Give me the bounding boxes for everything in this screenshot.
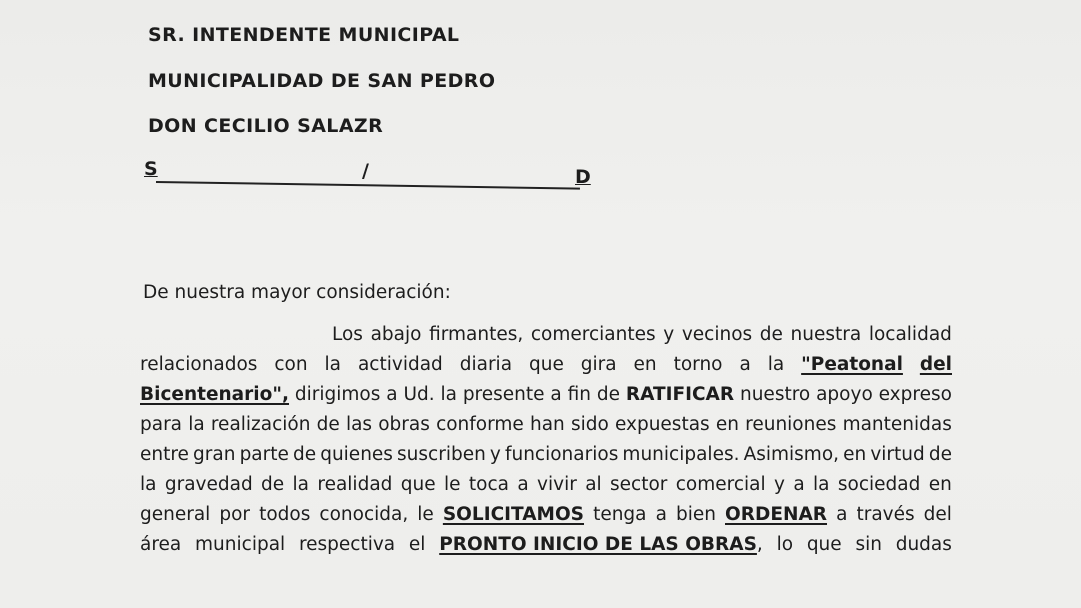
word: expuestas: [614, 414, 710, 435]
word: y: [489, 444, 501, 465]
sd-slash: /: [362, 160, 369, 182]
word: vecinos: [681, 324, 753, 345]
word: que: [806, 534, 842, 555]
word: el: [408, 534, 426, 555]
word: parte: [239, 444, 289, 465]
word: a: [386, 384, 398, 405]
word: obras: [378, 414, 430, 435]
word: en: [715, 414, 739, 435]
emphasis-peatonal: "Peatonal: [801, 354, 903, 375]
word: torno: [673, 354, 723, 375]
word: gravedad: [164, 474, 253, 495]
word: virtud: [870, 444, 925, 465]
word: lo: [776, 534, 794, 555]
word: la: [188, 414, 205, 435]
word: en: [633, 354, 657, 375]
word: gran: [193, 444, 236, 465]
word: sin: [855, 534, 882, 555]
word: al: [585, 474, 602, 495]
word: que: [528, 354, 564, 375]
word: han: [529, 414, 565, 435]
body-line: [140, 470, 952, 500]
word: suscriben: [397, 444, 486, 465]
word: de: [928, 444, 952, 465]
word: actividad: [357, 354, 443, 375]
addressee-institution: MUNICIPALIDAD DE SAN PEDRO: [148, 70, 496, 92]
addressee-title: SR. INTENDENTE MUNICIPAL: [148, 24, 460, 46]
word: localidad: [868, 324, 952, 345]
word: mantenidas: [842, 414, 952, 435]
word: la: [140, 474, 157, 495]
word: comercial: [675, 474, 766, 495]
word: la: [292, 474, 310, 495]
word: dudas: [895, 534, 952, 555]
word: a: [739, 354, 751, 375]
word: abajo: [370, 324, 422, 345]
salutation: De nuestra mayor consideración:: [143, 282, 451, 303]
word: todos: [259, 504, 311, 525]
word: toca: [468, 474, 509, 495]
word: firmantes,: [429, 324, 524, 345]
sd-d-letter: D: [575, 166, 591, 188]
word: sociedad: [837, 474, 921, 495]
word: la: [767, 354, 785, 375]
emphasis-pronto-inicio: PRONTO INICIO DE LAS OBRAS: [439, 534, 757, 555]
word: dirigimos: [294, 384, 381, 405]
word: fin: [567, 384, 591, 405]
word: la: [324, 354, 342, 375]
word: en: [928, 474, 952, 495]
body-line: [140, 320, 952, 350]
word: en: [843, 444, 867, 465]
body-paragraph: [140, 320, 952, 560]
word: la: [440, 384, 457, 405]
word: reuniones: [745, 414, 837, 435]
word: del: [923, 504, 952, 525]
word: con: [274, 354, 308, 375]
word: entre: [140, 444, 189, 465]
su-despacho-line: [144, 158, 594, 188]
word: de: [316, 414, 340, 435]
word: presente: [462, 384, 545, 405]
word: nuestro: [739, 384, 811, 405]
word: de: [759, 324, 783, 345]
word: le: [443, 474, 461, 495]
word: nuestra: [790, 324, 862, 345]
word: a: [793, 474, 805, 495]
word: y: [774, 474, 785, 495]
body-line: [140, 380, 952, 410]
word: que: [400, 474, 436, 495]
word: por: [219, 504, 251, 525]
body-line: [140, 500, 952, 530]
word: realización: [210, 414, 311, 435]
word: le: [417, 504, 434, 525]
emphasis-ratificar: RATIFICAR: [625, 384, 735, 405]
addressee-name: DON CECILIO SALAZR: [148, 115, 384, 137]
word: conocida,: [319, 504, 409, 525]
word: la: [813, 474, 830, 495]
body-line: [140, 440, 952, 470]
body-line: [140, 350, 952, 380]
word: área: [140, 534, 182, 555]
emphasis-bicentenario: Bicentenario",: [140, 384, 290, 405]
sd-s-letter: S: [144, 158, 158, 180]
word: general: [140, 504, 211, 525]
word: de: [261, 474, 285, 495]
word: sector: [610, 474, 668, 495]
word: conforme: [436, 414, 524, 435]
word: municipal: [195, 534, 286, 555]
word: a: [550, 384, 562, 405]
emphasis-del: del: [919, 354, 952, 375]
word: Ud.: [403, 384, 435, 405]
sd-rule: [156, 181, 580, 190]
word: vivir: [537, 474, 577, 495]
word: a: [655, 504, 667, 525]
word: Asimismo,: [743, 444, 840, 465]
emphasis-solicitamos: SOLICITAMOS: [442, 504, 585, 525]
word: para: [140, 414, 183, 435]
word: Los: [332, 324, 363, 345]
word: municipales.: [622, 444, 740, 465]
word: funcionarios: [504, 444, 619, 465]
word: a: [836, 504, 848, 525]
word: través: [856, 504, 915, 525]
word: expreso: [878, 384, 952, 405]
word: apoyo: [816, 384, 873, 405]
body-line: [140, 410, 952, 440]
word: y: [663, 324, 675, 345]
word: comerciantes: [530, 324, 656, 345]
emphasis-ordenar: ORDENAR: [725, 504, 828, 525]
word: sido: [570, 414, 609, 435]
word: diaria: [459, 354, 513, 375]
word: bien: [675, 504, 716, 525]
word: a: [517, 474, 529, 495]
word: respectiva: [298, 534, 396, 555]
word: relacionados: [140, 354, 258, 375]
word: quienes: [320, 444, 393, 465]
word: realidad: [317, 474, 393, 495]
word: tenga: [593, 504, 647, 525]
word: las: [345, 414, 373, 435]
word: de: [596, 384, 620, 405]
word: gira: [580, 354, 617, 375]
word: ,: [756, 534, 763, 555]
body-line: [140, 530, 952, 560]
word: de: [292, 444, 317, 465]
